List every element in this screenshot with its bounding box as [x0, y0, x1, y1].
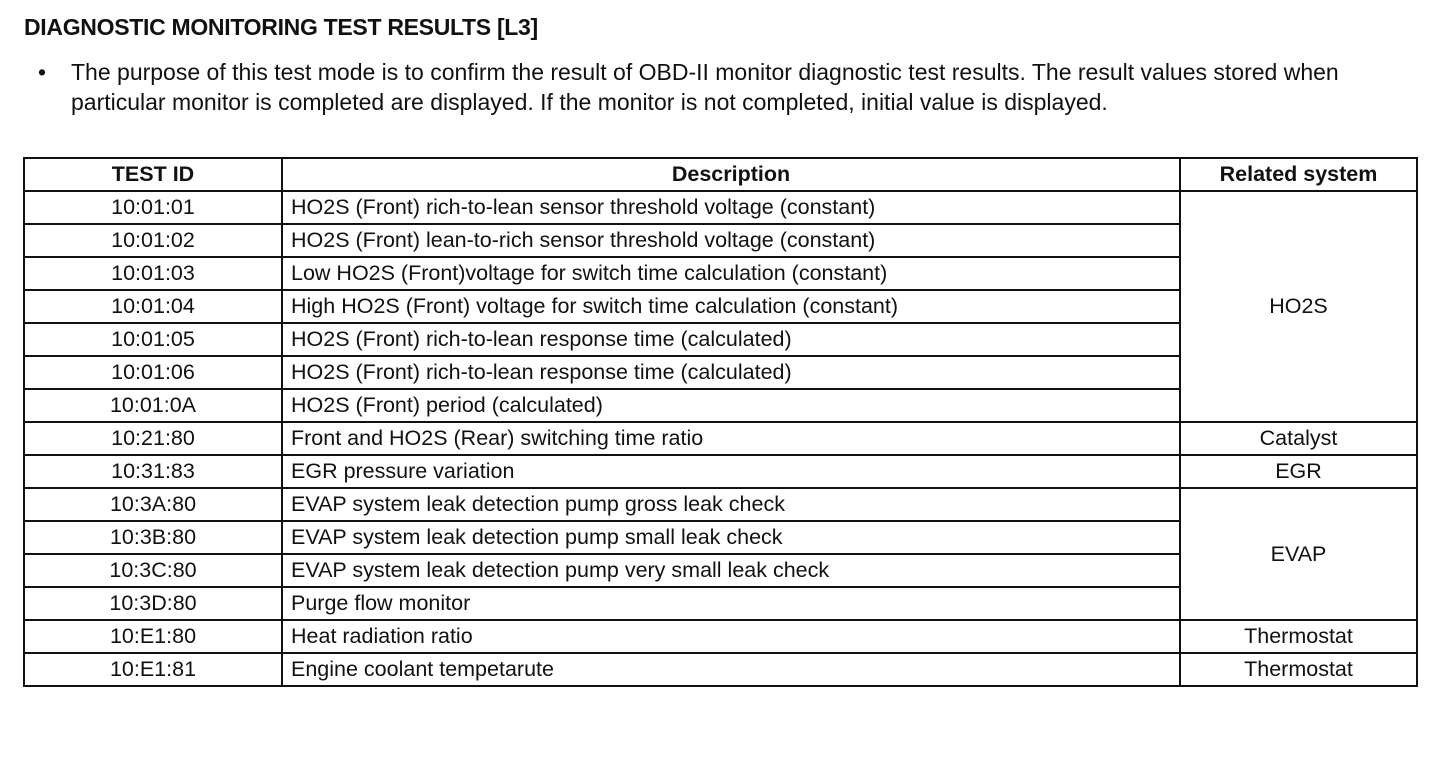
test-id-cell: 10:01:03	[24, 257, 282, 290]
header-related-system: Related system	[1180, 158, 1417, 191]
description-cell: EVAP system leak detection pump very small leak check	[282, 554, 1180, 587]
description-cell: Front and HO2S (Rear) switching time ratio	[282, 422, 1180, 455]
description-cell: High HO2S (Front) voltage for switch time calculation (constant)	[282, 290, 1180, 323]
test-id-cell: 10:E1:80	[24, 620, 282, 653]
intro-list	[38, 58, 1423, 117]
table-row	[24, 191, 1417, 224]
bullet-icon: •	[38, 59, 47, 85]
description-cell: HO2S (Front) rich-to-lean response time (calculated)	[282, 356, 1180, 389]
test-id-cell: 10:3C:80	[24, 554, 282, 587]
related-system-cell: Thermostat	[1180, 620, 1417, 653]
header-description: Description	[282, 158, 1180, 191]
test-id-cell: 10:01:04	[24, 290, 282, 323]
related-system-cell: Thermostat	[1180, 653, 1417, 686]
related-system-cell: HO2S	[1180, 191, 1417, 422]
description-cell: EVAP system leak detection pump gross leak check	[282, 488, 1180, 521]
intro-list-item	[38, 58, 1423, 117]
description-cell: HO2S (Front) rich-to-lean sensor threshold voltage (constant)	[282, 191, 1180, 224]
table-row	[24, 620, 1417, 653]
description-cell: HO2S (Front) rich-to-lean response time (calculated)	[282, 323, 1180, 356]
table-body	[24, 191, 1417, 686]
table-row	[24, 653, 1417, 686]
table-row	[24, 455, 1417, 488]
header-test-id: TEST ID	[24, 158, 282, 191]
test-id-cell: 10:3A:80	[24, 488, 282, 521]
test-id-cell: 10:01:0A	[24, 389, 282, 422]
test-id-cell: 10:01:05	[24, 323, 282, 356]
table-header-row	[24, 158, 1417, 191]
test-id-cell: 10:31:83	[24, 455, 282, 488]
description-cell: HO2S (Front) period (calculated)	[282, 389, 1180, 422]
table-row	[24, 422, 1417, 455]
description-cell: Low HO2S (Front)voltage for switch time calculation (constant)	[282, 257, 1180, 290]
description-cell: EGR pressure variation	[282, 455, 1180, 488]
test-id-cell: 10:01:02	[24, 224, 282, 257]
page-title: DIAGNOSTIC MONITORING TEST RESULTS [L3]	[24, 14, 538, 40]
test-id-cell: 10:21:80	[24, 422, 282, 455]
description-cell: Engine coolant tempetarute	[282, 653, 1180, 686]
description-cell: Purge flow monitor	[282, 587, 1180, 620]
test-results-table	[23, 157, 1418, 687]
test-id-cell: 10:3B:80	[24, 521, 282, 554]
test-id-cell: 10:01:01	[24, 191, 282, 224]
description-cell: Heat radiation ratio	[282, 620, 1180, 653]
intro-text: The purpose of this test mode is to confirm the result of OBD-II monitor diagnostic test results. The result values stored when particular monitor is completed are displayed. If the monitor is not completed, initial value is displayed.	[71, 59, 1339, 115]
test-id-cell: 10:3D:80	[24, 587, 282, 620]
related-system-cell: Catalyst	[1180, 422, 1417, 455]
test-id-cell: 10:E1:81	[24, 653, 282, 686]
test-id-cell: 10:01:06	[24, 356, 282, 389]
related-system-cell: EGR	[1180, 455, 1417, 488]
description-cell: EVAP system leak detection pump small leak check	[282, 521, 1180, 554]
table-row	[24, 488, 1417, 521]
related-system-cell: EVAP	[1180, 488, 1417, 620]
description-cell: HO2S (Front) lean-to-rich sensor threshold voltage (constant)	[282, 224, 1180, 257]
